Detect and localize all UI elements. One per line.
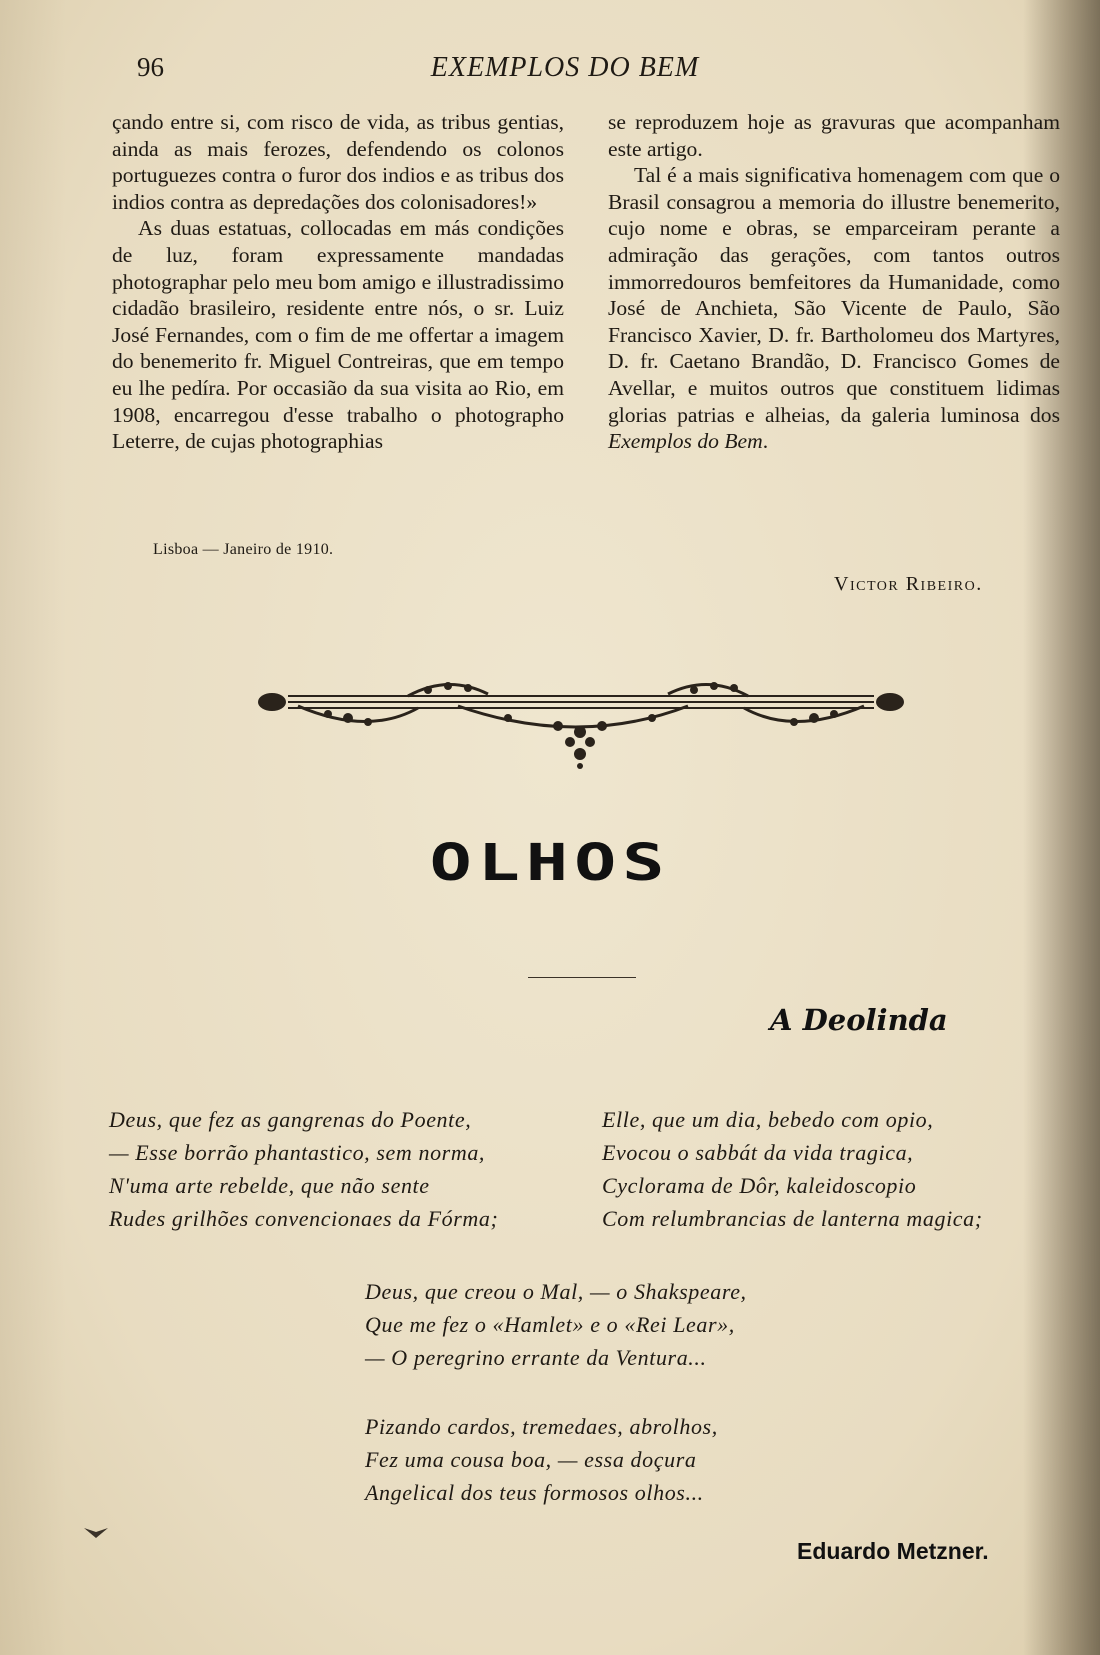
printer-mark-icon (84, 1526, 108, 1540)
poem-author: Eduardo Metzner. (797, 1538, 989, 1564)
verse-line: Evocou o sabbát da vida tragica, (602, 1140, 914, 1165)
verse-line: Angelical dos teus formosos olhos... (365, 1480, 704, 1505)
verse-line: — O peregrino errante da Ventura... (365, 1345, 707, 1370)
stanza-2 (602, 1103, 983, 1235)
verse-line: N'uma arte rebelde, que não sente (109, 1173, 430, 1198)
poem-dedication: A Deolinda (770, 1003, 948, 1037)
stanza-1 (109, 1103, 498, 1235)
stanza-4 (365, 1410, 718, 1509)
verse-line: Deus, que fez as gangrenas do Poente, (109, 1107, 472, 1132)
verse-line: Que me fez o «Hamlet» e o «Rei Lear», (365, 1312, 735, 1337)
verse-line: Cyclorama de Dôr, kaleidoscopio (602, 1173, 917, 1198)
verse-line: Rudes grilhões convencionaes da Fórma; (109, 1206, 499, 1231)
paragraph (608, 162, 1060, 455)
article-left-column (112, 109, 564, 455)
decorative-garland-ornament (258, 678, 904, 770)
running-title: EXEMPLOS DO BEM (430, 52, 700, 83)
period: . (762, 429, 769, 454)
article-right-column (608, 109, 1060, 455)
verse-line: Elle, que um dia, bebedo com opio, (602, 1107, 934, 1132)
paragraph: çando entre si, com risco de vida, as tribus gentias, ainda as mais ferozes, defendendo os colonos portuguezes contra o furor dos indios e as tribus dos indios contra as depredações dos colonisadores!» (112, 110, 564, 214)
article-signature: Victor Ribeiro. (834, 573, 983, 595)
page-number: 96 (137, 52, 164, 82)
verse-line: Deus, que creou o Mal, — o Shakspeare, (365, 1279, 747, 1304)
paragraph: As duas estatuas, collocadas em más condições de luz, foram expressamente mandadas photographar pelo meu bom amigo e illustradissimo cidadão brasileiro, residente entre nós, o sr. Luiz José Fernandes, com o fim de me offertar a imagem do benemerito fr. Miguel Contreiras, que em tempo eu lhe pedíra. Por occasião da sua visita ao Rio, em 1908, encarregou d'esse trabalho o photographo Leterre, de cujas photographias (112, 216, 564, 454)
paragraph: se reproduzem hoje as gravuras que acompanham este artigo. (608, 110, 1060, 161)
dateline: Lisboa — Janeiro de 1910. (153, 541, 334, 558)
verse-line: — Esse borrão phantastico, sem norma, (109, 1140, 486, 1165)
verse-line: Pizando cardos, tremedaes, abrolhos, (365, 1414, 718, 1439)
verse-line: Com relumbrancias de lanterna magica; (602, 1206, 983, 1231)
paragraph-text: Tal é a mais significativa homenagem com que o Brasil consagrou a memoria do illustre benemerito, cujo nome e obras, se emparceiram perante a admiração das gerações, com tantos outros immorredouros bemfeitores da Humanidade, como José de Anchieta, São Vicente de Paulo, São Francisco Xavier, D. fr. Bartholomeu dos Martyres, D. fr. Caetano Brandão, D. Francisco Gomes de Avellar, e muitos outros que constituem lidimas glorias patrias e alheias, da galeria luminosa dos (608, 163, 1060, 427)
italic-title: Exemplos do Bem (608, 429, 763, 454)
stanza-3 (365, 1275, 747, 1374)
title-rule (528, 977, 636, 978)
poem-title: OLHOS (429, 833, 671, 893)
verse-line: Fez uma cousa boa, — essa doçura (365, 1447, 697, 1472)
